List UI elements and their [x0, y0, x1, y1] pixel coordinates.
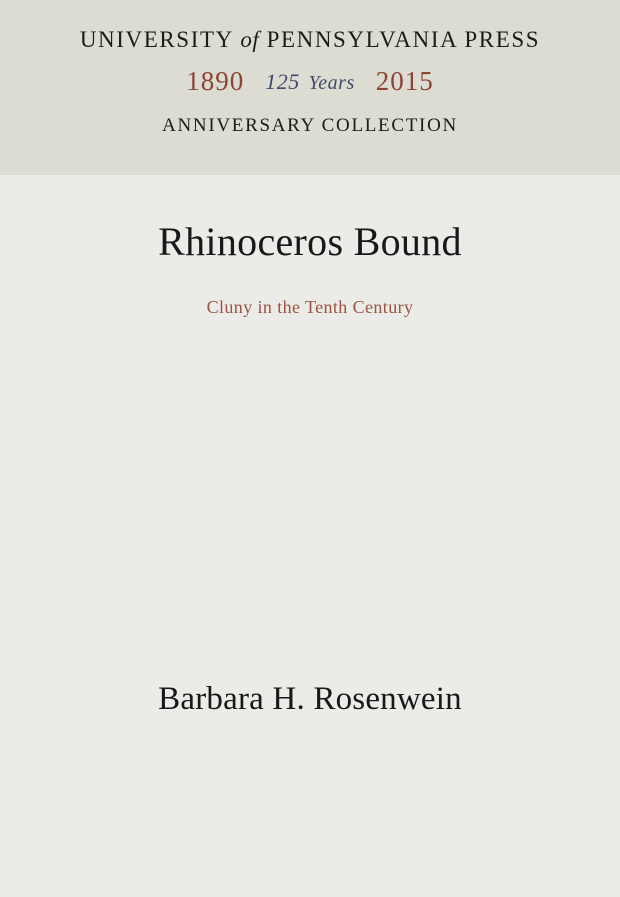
- anniversary-years: [0, 68, 620, 95]
- anniversary-banner: [0, 0, 620, 175]
- book-title: Rhinoceros Bound: [158, 219, 462, 264]
- anniversary-mark: [265, 68, 355, 94]
- collection-label: ANNIVERSARY COLLECTION: [162, 115, 458, 136]
- publisher-name-part2: PENNSYLVANIA PRESS: [266, 27, 541, 52]
- end-year: 2015: [375, 66, 434, 96]
- publisher-name-of: of: [240, 27, 260, 52]
- anniversary-years-word: Years: [308, 71, 355, 94]
- publisher-name: [0, 28, 620, 51]
- start-year: 1890: [186, 66, 245, 96]
- anniversary-number: 125: [265, 68, 300, 94]
- title-area: [0, 175, 620, 897]
- book-author: Barbara H. Rosenwein: [158, 681, 462, 717]
- book-subtitle: Cluny in the Tenth Century: [206, 297, 414, 317]
- publisher-name-part1: UNIVERSITY: [79, 27, 233, 52]
